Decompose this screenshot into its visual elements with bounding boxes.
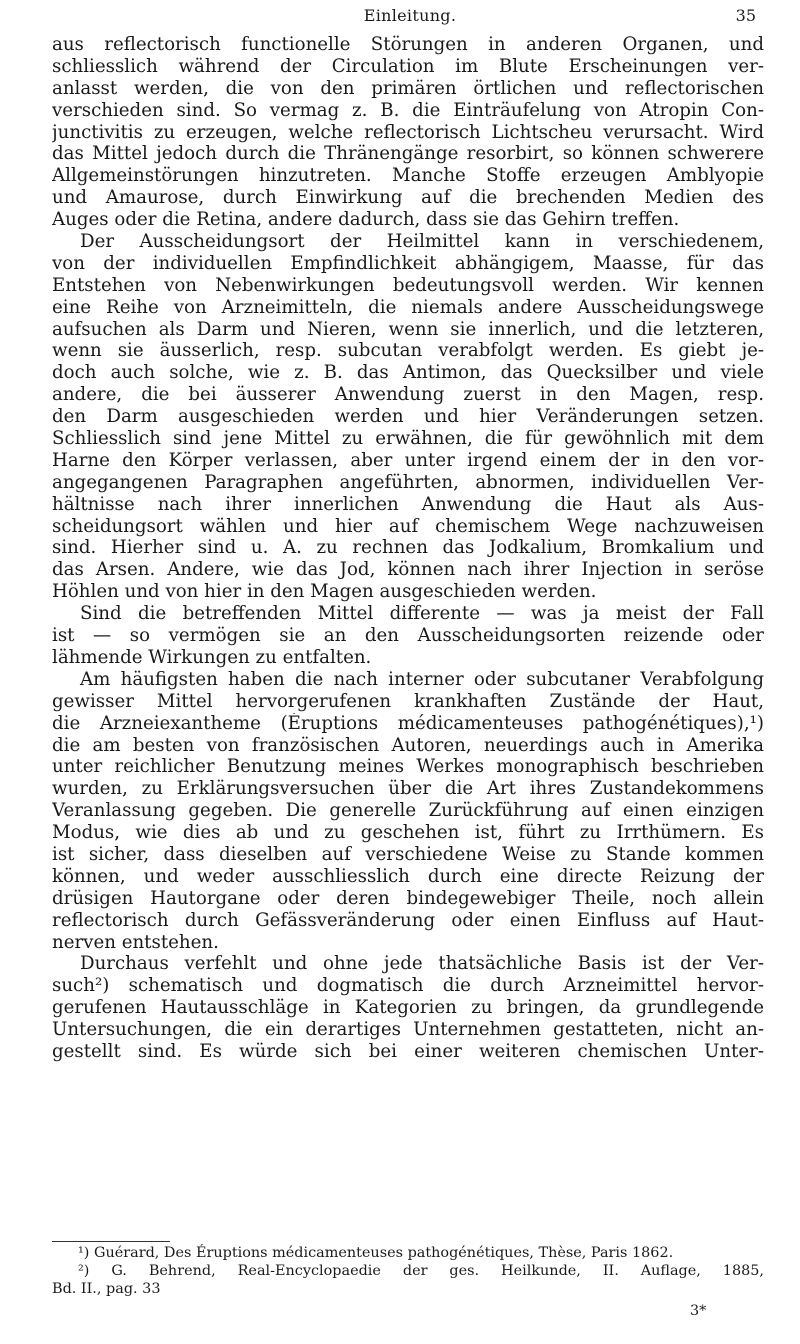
text-line: wenn sie äusserlich, resp. subcutan verabfolgt werden. Es giebt je- bbox=[52, 340, 764, 362]
text-line: sind. Hierher sind u. A. zu rechnen das Jodkalium, Bromkalium und bbox=[52, 537, 764, 559]
page-number: 35 bbox=[735, 6, 756, 25]
text-line: nerven entstehen. bbox=[52, 931, 219, 953]
text-line: die Arzneiexantheme (Éruptions médicamenteuses pathogénétiques),¹) bbox=[52, 712, 764, 734]
text-line: gewisser Mittel hervorgerufenen krankhaften Zustände der Haut, bbox=[52, 690, 764, 712]
footnote: ²) G. Behrend, Real-Encyclopaedie der ges. Heilkunde, II. Auflage, 1885, bbox=[78, 1263, 764, 1279]
text-line: Sind die betreffenden Mittel differente — was ja meist der Fall bbox=[80, 603, 764, 625]
text-line: angegangenen Paragraphen angeführten, abnormen, individuellen Ver- bbox=[52, 471, 764, 493]
text-line: anlasst werden, die von den primären örtlichen und reflectorischen bbox=[52, 77, 764, 99]
text-line: Schliesslich sind jene Mittel zu erwähnen, die für gewöhnlich mit dem bbox=[52, 428, 764, 450]
text-line: hältnisse nach ihrer innerlichen Anwendung die Haut als Aus- bbox=[52, 493, 764, 515]
text-line: gestellt sind. Es würde sich bei einer weiteren chemischen Unter- bbox=[52, 1040, 764, 1062]
sheet-signature: 3* bbox=[690, 1303, 707, 1319]
text-line: gerufenen Hautausschläge in Kategorien zu bringen, da grundlegende bbox=[52, 997, 764, 1019]
text-line: wurden, zu Erklärungsversuchen über die Art ihres Zustandekommens bbox=[52, 778, 764, 800]
text-line: lähmende Wirkungen zu entfalten. bbox=[52, 646, 372, 668]
paragraph bbox=[52, 231, 764, 603]
footnotes bbox=[52, 1244, 764, 1298]
text-line: andere, die bei äusserer Anwendung zuerst in den Magen, resp. bbox=[52, 384, 764, 406]
text-line: ist — so vermögen sie an den Ausscheidungsorten reizende oder bbox=[52, 625, 764, 647]
text-line: Der Ausscheidungsort der Heilmittel kann in verschiedenem, bbox=[80, 231, 764, 253]
paragraph bbox=[52, 669, 764, 954]
text-line: Durchaus verfehlt und ohne jede thatsächliche Basis ist der Ver- bbox=[80, 953, 764, 975]
paragraph bbox=[52, 34, 764, 231]
text-line: das Arsen. Andere, wie das Jod, können nach ihrer Injection in seröse bbox=[52, 559, 764, 581]
chapter-title: Einleitung. bbox=[363, 6, 457, 25]
text-line: Entstehen von Nebenwirkungen bedeutungsvoll werden. Wir kennen bbox=[52, 274, 764, 296]
text-line: Veranlassung gegeben. Die generelle Zurückführung auf einen einzigen bbox=[52, 800, 764, 822]
text-line: scheidungsort wählen und hier auf chemischem Wege nachzuweisen bbox=[52, 515, 764, 537]
text-line: verschieden sind. So vermag z. B. die Einträufelung von Atropin Con- bbox=[52, 99, 764, 121]
body-text bbox=[52, 34, 764, 1063]
text-line: und Amaurose, durch Einwirkung auf die brechenden Medien des bbox=[52, 187, 764, 209]
text-line: das Mittel jedoch durch die Thränengänge resorbirt, so können schwerere bbox=[52, 143, 764, 165]
text-line: den Darm ausgeschieden werden und hier Veränderungen setzen. bbox=[52, 406, 764, 428]
text-line: aus reflectorisch functionelle Störungen in anderen Organen, und bbox=[52, 34, 764, 55]
footnote-divider bbox=[52, 1241, 170, 1242]
text-line: Untersuchungen, die ein derartiges Unternehmen gestatteten, nicht an- bbox=[52, 1019, 764, 1041]
text-line: können, und weder ausschliesslich durch eine directe Reizung der bbox=[52, 865, 764, 887]
text-line: eine Reihe von Arzneimitteln, die niemals andere Ausscheidungswege bbox=[52, 296, 764, 318]
text-line: ist sicher, dass dieselben auf verschiedene Weise zu Stande kommen bbox=[52, 843, 764, 865]
text-line: die am besten von französischen Autoren, neuerdings auch in Amerika bbox=[52, 734, 764, 756]
text-line: junctivitis zu erzeugen, welche reflectorisch Lichtscheu verursacht. Wird bbox=[52, 121, 764, 143]
paragraph bbox=[52, 603, 764, 669]
text-line: Harne den Körper verlassen, aber unter irgend einem der in den vor- bbox=[52, 449, 764, 471]
text-line: Am häufigsten haben die nach interner oder subcutaner Verabfolgung bbox=[80, 668, 764, 690]
text-line: such²) schematisch und dogmatisch die durch Arzneimittel hervor- bbox=[52, 975, 764, 997]
text-line: Allgemeinstörungen hinzutreten. Manche Stoffe erzeugen Amblyopie bbox=[52, 165, 764, 187]
text-line: reflectorisch durch Gefässveränderung oder einen Einfluss auf Haut- bbox=[52, 909, 764, 931]
text-line: Modus, wie dies ab und zu geschehen ist, führt zu Irrthümern. Es bbox=[52, 822, 764, 844]
text-line: aufsuchen als Darm und Nieren, wenn sie innerlich, und die letzteren, bbox=[52, 318, 764, 340]
text-line: von der individuellen Empfindlichkeit abhängigem, Maasse, für das bbox=[52, 252, 764, 274]
text-line: schliesslich während der Circulation im Blute Erscheinungen ver- bbox=[52, 55, 764, 77]
text-line: doch auch solche, wie z. B. das Antimon, das Quecksilber und viele bbox=[52, 362, 764, 384]
text-line: unter reichlicher Benutzung meines Werkes monographisch beschrieben bbox=[52, 756, 764, 778]
footnote-continuation: Bd. II., pag. 33 bbox=[52, 1281, 161, 1297]
running-header bbox=[60, 6, 760, 28]
footnote: ¹) Guérard, Des Éruptions médicamenteuses pathogénétiques, Thèse, Paris 1862. bbox=[78, 1245, 674, 1261]
text-line: Höhlen und von hier in den Magen ausgeschieden werden. bbox=[52, 581, 597, 603]
text-line: drüsigen Hautorgane oder deren bindegewebiger Theile, noch allein bbox=[52, 887, 764, 909]
text-line: Auges oder die Retina, andere dadurch, dass sie das Gehirn treffen. bbox=[52, 209, 680, 231]
paragraph bbox=[52, 953, 764, 1062]
